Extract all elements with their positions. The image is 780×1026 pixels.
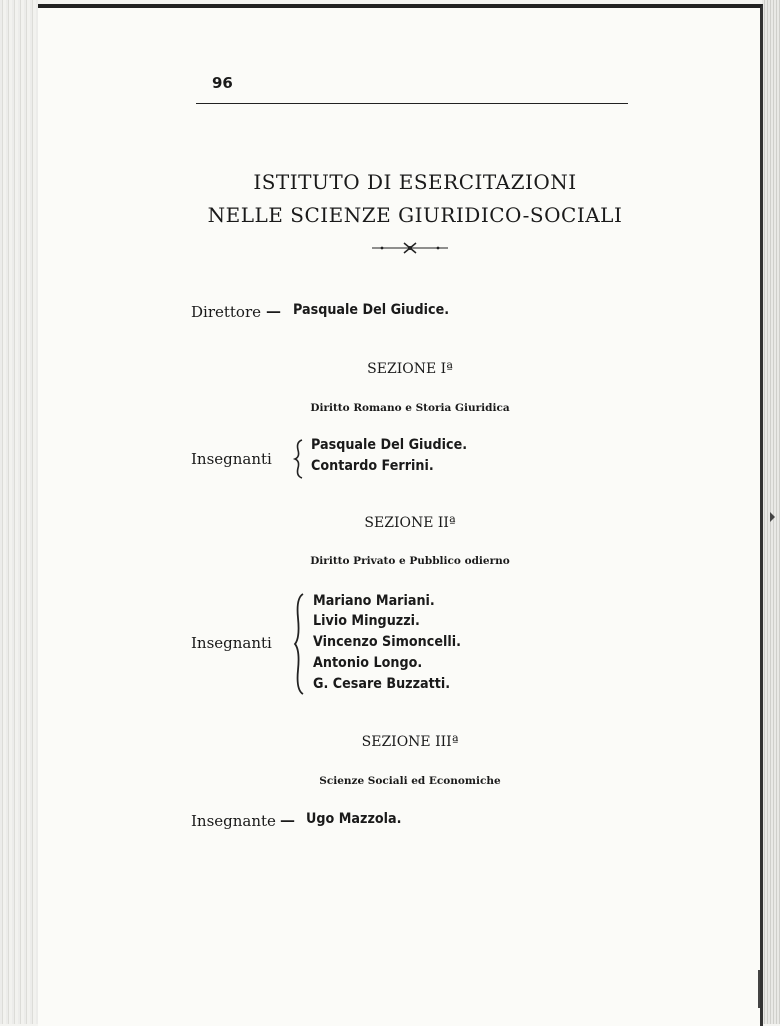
scan-mark (758, 970, 760, 1008)
teacher-name: Vincenzo Simoncelli. (313, 634, 461, 650)
section-1-teachers-label: Insegnanti (191, 450, 272, 468)
section-2-heading: SEZIONE IIª (364, 515, 456, 531)
section-1-heading: SEZIONE Iª (367, 361, 453, 377)
director-dash: — (266, 302, 281, 320)
page-stack-edge (762, 0, 780, 1024)
section-3-heading: SEZIONE IIIª (361, 734, 459, 750)
section-3-dash: — (280, 811, 295, 829)
section-2-brace (292, 592, 306, 696)
teacher-name: Livio Minguzzi. (313, 613, 420, 629)
teacher-name: Antonio Longo. (313, 655, 423, 671)
section-2-teachers-label: Insegnanti (191, 634, 272, 652)
section-1-subject: Diritto Romano e Storia Giuridica (310, 402, 510, 414)
director-name: Pasquale Del Giudice. (293, 302, 450, 318)
page-number: 96 (212, 74, 233, 92)
teacher-name: Mariano Mariani. (313, 593, 435, 609)
book-binding-edge (0, 0, 38, 1024)
section-3-teacher-label: Insegnante (191, 812, 276, 830)
director-label: Direttore (191, 303, 262, 321)
header-rule (196, 103, 628, 104)
section-3-teacher-name: Ugo Mazzola. (306, 811, 402, 827)
section-2-subject: Diritto Privato e Pubblico odierno (310, 555, 510, 567)
section-1-brace (292, 438, 306, 480)
teacher-name: G. Cesare Buzzatti. (313, 676, 451, 692)
ornament-divider (370, 240, 450, 256)
teacher-name: Pasquale Del Giudice. (311, 437, 468, 453)
section-3-subject: Scienze Sociali ed Economiche (319, 775, 501, 787)
title-line-1: ISTITUTO DI ESERCITAZIONI (253, 170, 577, 194)
title-line-2: NELLE SCIENZE GIURIDICO-SOCIALI (207, 203, 623, 227)
teacher-name: Contardo Ferrini. (311, 458, 434, 474)
